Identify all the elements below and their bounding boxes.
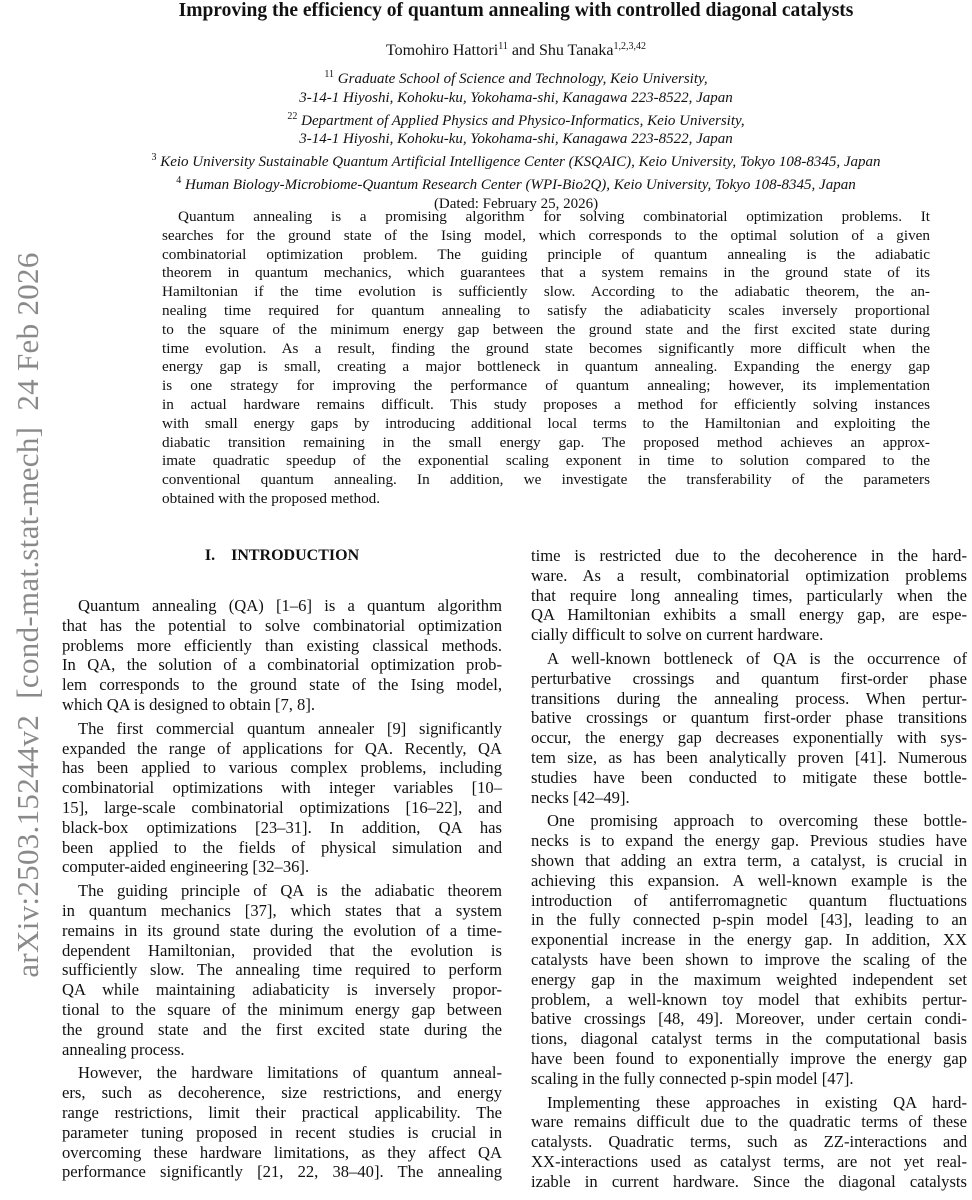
text-line: in quantum mechanics [37], which states that a system <box>62 900 502 920</box>
text-line: combinatorial optimization problem. The guiding principle of quantum annealing is the adiabatic <box>162 245 930 263</box>
text-line: Hamiltonian if the time evolution is sufficiently slow. According to the adiabatic theorem, the an- <box>162 283 930 301</box>
section-heading: I. INTRODUCTION <box>204 547 360 564</box>
text-line: A well-known bottleneck of QA is the occurrence of <box>547 648 967 668</box>
text-line: the ground state and the first excited state during the <box>62 1019 502 1039</box>
text-line: The guiding principle of QA is the adiabatic theorem <box>78 881 502 901</box>
affiliation-line <box>40 89 972 108</box>
text-line: been applied to the fields of physical simulation and <box>62 837 502 857</box>
author-conjunction: and <box>507 42 539 59</box>
affiliation-line <box>40 149 972 172</box>
text-line: to the square of the minimum energy gap between the ground state and the first excited state during <box>162 320 930 338</box>
text-line: Quantum annealing (QA) [1–6] is a quantum algorithm <box>78 596 502 615</box>
text-line: bative crossings or quantum first-order phase transitions <box>531 708 967 728</box>
paragraph <box>531 546 967 645</box>
text-line: izable in current hardware. Since the diagonal catalysts <box>531 1171 967 1191</box>
text-line: has been applied to various complex problems, including <box>62 758 502 778</box>
text-line: in the fully connected p-spin model [43], leading to an <box>531 910 967 930</box>
text-line: problem, a well-known toy model that exhibits pertur- <box>531 989 967 1009</box>
author-affiliation-mark: 11 <box>498 41 508 52</box>
paper-title: Improving the efficiency of quantum annealing with controlled diagonal catalysts <box>178 0 854 21</box>
affiliation-text: Human Biology-Microbiome-Quantum Research Center (WPI-Bio2Q), Keio University, Tokyo 108-8345, Japan <box>181 176 856 193</box>
left-column <box>62 546 502 1186</box>
affiliation-text: Graduate School of Science and Technology, Keio University, <box>334 71 708 87</box>
text-line: energy gap in the maximum weighted independent set <box>531 969 967 989</box>
text-line: ware. As a result, combinatorial optimization problems <box>531 565 967 585</box>
paragraph <box>62 596 502 715</box>
text-line: ers, such as decoherence, size restrictions, and energy <box>62 1083 502 1103</box>
text-line: scaling in the fully connected p-spin model [47]. <box>531 1068 854 1088</box>
text-line: However, the hardware limitations of quantum anneal- <box>78 1063 502 1083</box>
text-line: necks [42–49]. <box>531 787 630 807</box>
text-line: obtained with the proposed method. <box>162 489 381 507</box>
text-line: that require long annealing times, particularly when the <box>531 585 967 605</box>
author-affiliation-mark: 1,2,3,42 <box>613 41 647 52</box>
text-line: Quantum annealing is a promising algorithm for solving combinatorial optimization problems. It <box>178 208 930 225</box>
text-line: ware remains difficult due to the quadratic terms of these <box>531 1112 967 1132</box>
text-line: in actual hardware remains difficult. This study proposes a method for efficiently solving instances <box>162 395 930 413</box>
text-line: diabatic transition remaining in the small energy gap. The proposed method achieves an approx- <box>162 433 930 451</box>
text-line: time is restricted due to the decoherence in the hard- <box>531 546 967 565</box>
affiliation-text: Department of Applied Physics and Physico-Informatics, Keio University, <box>297 112 745 129</box>
paragraph <box>531 1093 967 1192</box>
affiliation-line <box>40 130 972 149</box>
affiliation-mark: 22 <box>287 110 298 122</box>
affiliation-mark: 11 <box>324 69 335 80</box>
text-line: achieving this expansion. A well-known example is the <box>531 870 967 890</box>
text-line: conventional quantum annealing. In addition, we investigate the transferability of the parameters <box>162 471 930 489</box>
text-line: with small energy gaps by introducing additional local terms to the Hamiltonian and exploiting the <box>162 414 930 432</box>
text-line: One promising approach to overcoming these bottle- <box>547 811 967 831</box>
paragraph <box>531 811 967 1088</box>
text-line: overcoming these hardware limitations, as they affect QA <box>62 1142 502 1162</box>
text-line: remains in its ground state during the evolution of a time- <box>62 920 502 940</box>
right-column <box>531 546 967 1196</box>
text-line: 15], large-scale combinatorial optimizations [16–22], and <box>62 797 502 817</box>
text-line: annealing process. <box>62 1039 185 1059</box>
text-line: is one strategy for improving the performance of quantum annealing; however, its implementation <box>162 377 930 395</box>
affiliation-mark: 4 <box>176 174 182 186</box>
text-line: QA while maintaining adiabaticity is inversely propor- <box>62 980 502 1000</box>
author-name: Shu Tanaka <box>538 42 614 59</box>
text-line: XX-interactions used as catalyst terms, are not yet real- <box>531 1151 967 1171</box>
text-line: tional to the square of the minimum energy gap between <box>62 999 502 1019</box>
text-line: sufficiently slow. The annealing time required to perform <box>62 960 502 980</box>
text-line: which QA is designed to obtain [7, 8]. <box>62 694 316 714</box>
text-line: studies have been conducted to mitigate these bottle- <box>531 767 967 787</box>
text-line: expanded the range of applications for QA. Recently, QA <box>62 738 502 758</box>
text-line: In QA, the solution of a combinatorial optimization prob- <box>62 655 502 675</box>
text-line: perturbative crossings and quantum first-order phase <box>531 668 967 688</box>
date-line: (Dated: February 25, 2026) <box>433 195 599 212</box>
text-line: bative crossings [48, 49]. Moreover, under certain condi- <box>531 1009 967 1029</box>
text-line: exponential increase in the energy gap. In addition, XX <box>531 930 967 950</box>
abstract <box>162 208 930 509</box>
text-line: catalysts. Quadratic terms, such as ZZ-interactions and <box>531 1132 967 1152</box>
text-line: necks is to expand the energy gap. Previous studies have <box>531 831 967 851</box>
text-line: shown that adding an extra term, a catalyst, is crucial in <box>531 850 967 870</box>
arxiv-identifier: arXiv:2503.15244v2 [cond-mat.stat-mech] 24 Feb 2026 <box>10 252 45 978</box>
text-line: tions, diagonal catalyst terms in the computational basis <box>531 1029 967 1049</box>
affiliation-line <box>40 66 972 89</box>
text-line: range restrictions, limit their practical applicability. The <box>62 1102 502 1122</box>
text-line: problems more efficiently than existing classical methods. <box>62 635 502 655</box>
text-line: have been found to exponentially improve the energy gap <box>531 1048 967 1068</box>
paragraph <box>531 649 967 807</box>
paragraph <box>62 881 502 1059</box>
text-line: computer-aided engineering [32–36]. <box>62 857 310 877</box>
affiliation-mark: 3 <box>151 152 157 164</box>
text-line: imate quadratic speedup of the exponential scaling exponent in time to solution compared to the <box>162 452 930 470</box>
text-line: catalysts have been shown to improve the scaling of the <box>531 949 967 969</box>
paragraph <box>62 719 502 877</box>
affiliations <box>40 66 972 214</box>
text-line: combinatorial optimizations with integer variables [10– <box>62 778 502 798</box>
paragraph <box>62 1063 502 1182</box>
text-line: performance significantly [21, 22, 38–40]. The annealing <box>62 1162 502 1182</box>
text-line: Implementing these approaches in existing QA hard- <box>547 1092 967 1112</box>
text-line: cially difficult to solve on current hardware. <box>531 625 824 645</box>
text-line: QA Hamiltonian exhibits a small energy gap, are espe- <box>531 605 967 625</box>
text-line: transitions during the annealing process. When pertur- <box>531 688 967 708</box>
affiliation-text: Keio University Sustainable Quantum Artificial Intelligence Center (KSQAIC), Keio University, Tokyo 108-8345, Japan <box>156 154 881 171</box>
text-line: parameter tuning proposed in recent studies is crucial in <box>62 1122 502 1142</box>
text-line: searches for the ground state of the Ising model, which corresponds to the optimal solution of a given <box>162 226 930 244</box>
text-line: introduction of antiferromagnetic quantum fluctuations <box>531 890 967 910</box>
affiliation-line <box>40 172 972 195</box>
text-line: nealing time required for quantum annealing to satisfy the adiabaticity scales inversely proportional <box>162 301 930 319</box>
text-line: time evolution. As a result, finding the ground state becomes significantly more difficult when the <box>162 339 930 357</box>
text-line: occur, the energy gap decreases exponentially with sys- <box>531 728 967 748</box>
paragraph <box>162 208 930 509</box>
authors <box>40 41 972 60</box>
text-line: black-box optimizations [23–31]. In addition, QA has <box>62 817 502 837</box>
text-line: that has the potential to solve combinatorial optimization <box>62 615 502 635</box>
text-line: lem corresponds to the ground state of the Ising model, <box>62 675 502 695</box>
affiliation-text: 3-14-1 Hiyoshi, Kohoku-ku, Yokohama-shi, Kanagawa 223-8522, Japan <box>299 89 733 106</box>
text-line: tem size, as has been analytically proven [41]. Numerous <box>531 747 967 767</box>
affiliation-line <box>40 108 972 131</box>
text-line: theorem in quantum mechanics, which guarantees that a system remains in the ground state of its <box>162 264 930 282</box>
text-line: The first commercial quantum annealer [9] significantly <box>78 718 502 738</box>
author-name: Tomohiro Hattori <box>385 42 499 59</box>
text-line: dependent Hamiltonian, provided that the evolution is <box>62 940 502 960</box>
affiliation-text: 3-14-1 Hiyoshi, Kohoku-ku, Yokohama-shi, Kanagawa 223-8522, Japan <box>299 131 733 148</box>
text-line: energy gap is small, creating a major bottleneck in quantum annealing. Expanding the energy gap <box>162 358 930 376</box>
